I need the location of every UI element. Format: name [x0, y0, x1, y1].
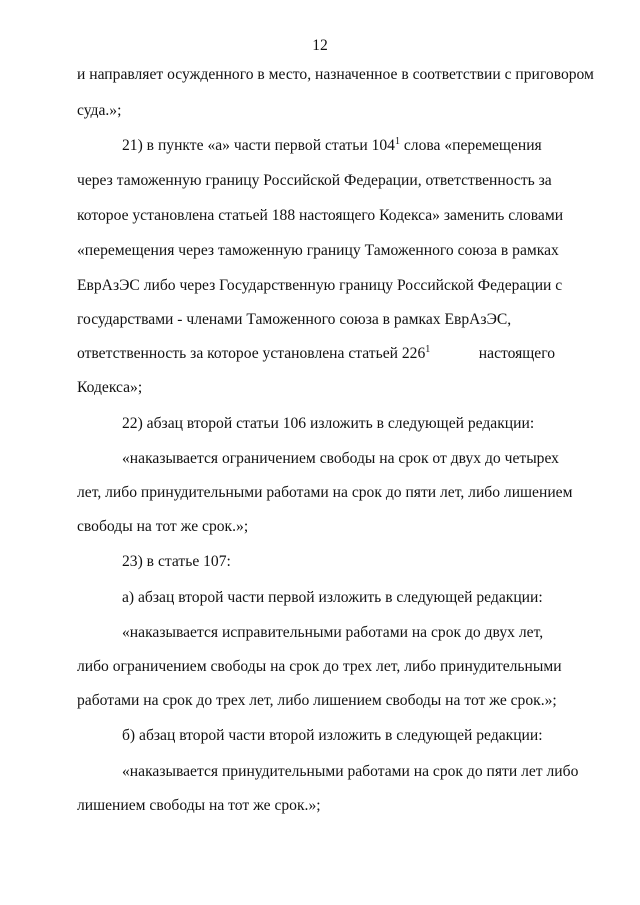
text-line: либо ограничением свободы на срок до трех лет, либо принудительными: [77, 658, 562, 675]
text-line: 23) в статье 107:: [122, 553, 231, 570]
text-line: 22) абзац второй статьи 106 изложить в следующей редакции:: [122, 415, 535, 432]
superscript: 1: [425, 344, 431, 355]
text-line: свободы на тот же срок.»;: [77, 518, 249, 535]
text-fragment: слова «перемещения: [403, 137, 542, 154]
text-line: суда.»;: [77, 102, 122, 119]
page-number: 12: [312, 37, 328, 54]
text-line: государствами - членами Таможенного союза в рамках ЕврАзЭС,: [77, 311, 512, 328]
text-line: через таможенную границу Российской Федерации, ответственность за: [77, 172, 552, 189]
text-line: лет, либо принудительными работами на срок до пяти лет, либо лишением: [77, 484, 573, 501]
text-fragment: 21) в пункте «а» части первой статьи 104: [122, 137, 395, 154]
text-fragment: настоящего: [478, 345, 555, 362]
text-line: б) абзац второй части второй изложить в следующей редакции:: [122, 727, 543, 744]
text-line: [122, 137, 542, 155]
text-line: а) абзац второй части первой изложить в следующей редакции:: [122, 589, 543, 606]
superscript: 1: [394, 136, 400, 147]
text-line: «перемещения через таможенную границу Таможенного союза в рамках: [77, 242, 559, 259]
text-line: работами на срок до трех лет, либо лишением свободы на тот же срок.»;: [77, 692, 557, 709]
text-line: которое установлена статьей 188 настоящего Кодекса» заменить словами: [77, 207, 564, 224]
text-line: «наказывается ограничением свободы на срок от двух до четырех: [122, 450, 559, 467]
text-line: [77, 345, 555, 363]
text-line: и направляет осужденного в место, назначенное в соответствии с приговором: [77, 66, 594, 83]
text-line: Кодекса»;: [77, 379, 143, 396]
text-line: лишением свободы на тот же срок.»;: [77, 797, 321, 814]
text-line: ЕврАзЭС либо через Государственную границу Российской Федерации с: [77, 277, 563, 294]
text-fragment-inner: ответственность за которое установлена статьей 226: [77, 345, 426, 362]
text-fragment: [77, 345, 430, 363]
text-line: «наказывается исправительными работами на срок до двух лет,: [122, 624, 544, 641]
text-line: «наказывается принудительными работами на срок до пяти лет либо: [122, 763, 579, 780]
